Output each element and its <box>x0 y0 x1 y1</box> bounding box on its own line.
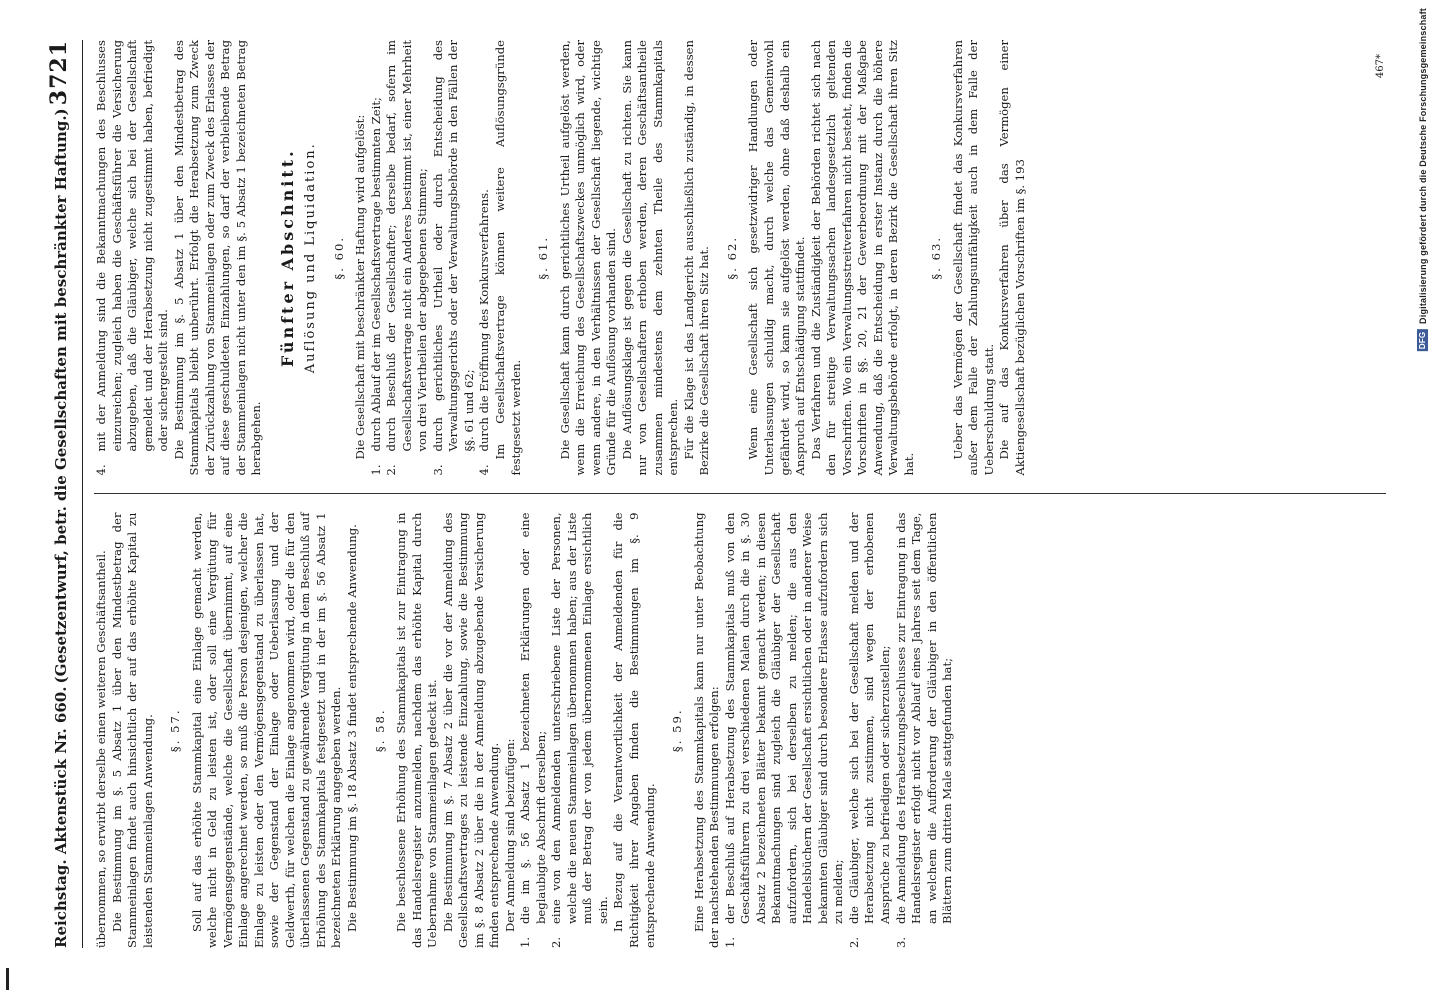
list-text: die Anmeldung des Herabsetzungsbeschlusses zur Eintragung in das Handelsregister erfolgt nicht vor Ablauf eines Jahres seit dem Tage, an welchem die Aufforderung der Gläubiger in den öffentlichen Blättern zum dritten Male stattgefunden hat; <box>893 512 955 924</box>
right-column <box>94 40 1386 495</box>
page-content <box>46 40 1386 948</box>
paragraph: Die Bestimmung im §. 7 Absatz 2 über die vor der Anmeldung des Gesellschaftsvertrages zu leistende Einzahlung, sowie die Bestimmung im §. 8 Absatz 2 über die in der Anmeldung abzugebende Versicherung finden entsprechende Anwendung. <box>440 512 502 948</box>
paragraph: Die Bestimmung im §. 5 Absatz 1 über den Mindestbetrag des Stammkapitals bleibt unberührt. Erfolgt die Herabsetzung zum Zweck der Zurückzahlung von Stammeinlagen oder zum Zweck des Erlasses der auf diese geschuldeten Einzahlungen, so darf der verbleibende Betrag der Stammeinlagen nicht unter den im §. 5 Absatz 1 bezeichneten Betrag herabgehen. <box>171 40 264 476</box>
section-number: §. 60. <box>331 235 346 280</box>
header-subtitle: (Gesetzentwurf, betr. die Gesellschaften mit beschränkter Haftung.) <box>52 108 70 684</box>
digitization-note <box>1417 8 1428 351</box>
paragraph: Die Gesellschaft kann durch gerichtliches Urtheil aufgelöst werden, wenn die Erreichung des Gesellschaftszweckes unmöglich wird, oder wenn andere, in den Verhältnissen der Gesellschaft liegende, wichtige Gründe für die Auflösung vorhanden sind. <box>557 40 619 476</box>
paragraph: Der Anmeldung sind beizufügen: <box>502 738 517 932</box>
paragraph: Die Bestimmung im §. 18 Absatz 3 findet entsprechende Anwendung. <box>344 524 359 932</box>
list-number: 2. <box>549 936 564 948</box>
running-head <box>46 40 83 948</box>
header-title: Reichstag. Aktenstück Nr. 660. <box>52 686 70 948</box>
paragraph: Die Auflösungsklage ist gegen die Gesellschaft zu richten. Sie kann nur von Gesellschaftern erhoben werden, deren Geschäftsantheile zusammen mindestens dem zehnten Theile des Stammkapitals entsprechen. <box>619 40 681 476</box>
paragraph: Das Verfahren und die Zuständigkeit der Behörden richtet sich nach den für streitige Verwaltungssachen landesgesetzlich geltenden Vorschriften. Wo ein Verwaltungsstreitverfahren nicht besteht, finden die Vorschriften in §§. 20, 21 der Gewerbeordnung mit der Maßgabe Anwendung, daß die Entscheidung in erster Instanz durch die höhere Verwaltungsbehörde erfolgt, in deren Bezirk die Gesellschaft ihren Sitz hat. <box>808 40 916 476</box>
list-item <box>431 40 478 476</box>
list-text: mit der Anmeldung sind die Bekanntmachungen des Beschlusses einzureichen; zugleich haben die Geschäftsführer die Versicherung abzugeben, daß die Gläubiger, welche sich bei der Gesellschaft gemeldet und der Herabsetzung nicht zugestimmt haben, befriedigt oder sichergestellt sind. <box>94 40 171 452</box>
sheet-mark: 467* <box>1375 54 1386 79</box>
paragraph: Für die Klage ist das Landgericht ausschließlich zuständig, in dessen Bezirke die Gesellschaft ihren Sitz hat. <box>681 40 712 476</box>
paragraph: Ueber das Vermögen der Gesellschaft findet das Konkursverfahren außer dem Falle der Zahlungsunfähigkeit auch in dem Falle der Ueberschuldung statt. <box>950 40 996 476</box>
section-number: §. 57. <box>168 708 183 753</box>
list-number: 1. <box>368 464 383 476</box>
list-item <box>518 513 549 949</box>
list-text: durch Beschluß der Gesellschafter; derselbe bedarf, sofern im Gesellschaftsvertrage nicht ein Anderes bestimmt ist, einer Mehrheit von drei Viertheilen der abgegebenen Stimmen; <box>384 40 430 452</box>
list-text: der Beschluß auf Herabsetzung des Stammkapitals muß von den Geschäftsführern zu drei verschiedenen Malen durch die in §. 30 Absatz 2 bezeichneten Blätter bekannt gemacht werden; in diesen Bekanntmachungen sind zugleich die Gläubiger der Gesellschaft aufzufordern, sich bei derselben zu melden; die aus den Handelsbüchern der Gesellschaft ersichtlichen oder in anderer Weise bekannten Gläubiger sind durch besondere Erlasse aufzufordern sich zu melden; <box>722 512 846 924</box>
section-number: §. 63. <box>929 235 944 280</box>
paragraph: Im Gesellschaftsvertrage können weitere Auflösungsgründe festgesetzt werden. <box>493 40 523 476</box>
list-item <box>477 40 493 476</box>
list-text: die Gläubiger, welche sich bei der Gesellschaft melden und der Herabsetzung nicht zustimmen, sind wegen der erhobenen Ansprüche zu befriedigen oder sicherzustellen; <box>846 512 892 924</box>
paragraph: Die Bestimmung im §. 5 Absatz 1 über den Mindestbetrag der Stammeinlagen findet auch hinsichtlich der auf das erhöhte Kapital zu leistenden Stammeinlagen Anwendung. <box>109 512 155 948</box>
list-text: durch gerichtliches Urtheil oder durch Entscheidung des Verwaltungsgerichts oder der Verwaltungsbehörde in den Fällen der §§. 61 und 62; <box>430 40 476 452</box>
list-item <box>94 40 172 476</box>
chapter-subtitle: Auflösung und Liquidation. <box>303 142 319 374</box>
paragraph: Die beschlossene Erhöhung des Stammkapitals ist zur Eintragung in das Handelsregister anzumelden, nachdem das erhöhte Kapital durch Uebernahme von Stammeinlagen gedeckt ist. <box>394 512 440 948</box>
paragraph: Die auf das Konkursverfahren über das Vermögen einer Aktiengesellschaft bezüglichen Vorschriften im §. 193 <box>997 40 1027 476</box>
list-number: 3. <box>430 464 445 476</box>
list-item <box>369 40 385 476</box>
list-item <box>894 513 956 949</box>
list-number: 1. <box>722 936 737 948</box>
section-number: §. 59. <box>670 708 685 753</box>
text-columns <box>94 40 1386 948</box>
list-item <box>384 40 431 476</box>
list-text: die im §. 56 Absatz 1 bezeichneten Erklärungen oder eine beglaubigte Abschrift derselben; <box>518 512 548 924</box>
paragraph: In Bezug auf die Verantwortlichkeit der Anmeldenden für die Richtigkeit ihrer Angaben finden die Bestimmungen im §. 9 entsprechende Anwendung. <box>611 512 657 948</box>
list-number: 1. <box>518 936 533 948</box>
page-number: 3721 <box>46 40 72 106</box>
chapter-title: Fünfter Abschnitt. <box>277 148 297 368</box>
section-number: §. 58. <box>372 708 387 753</box>
list-item <box>847 513 894 949</box>
list-item <box>723 513 847 949</box>
scan-edge-mark <box>6 968 9 990</box>
list-number: 3. <box>893 936 908 948</box>
paragraph: Soll auf das erhöhte Stammkapital eine Einlage gemacht werden, welche nicht in Geld zu leisten ist, oder soll eine Vergütung für Vermögensgegenstände, welche die Gesellschaft übernimmt, auf eine Einlage angerechnet werden, so muß die Person desjenigen, welcher die Einlage zu leisten oder den Vermögensgegenstand zu überlassen hat, sowie der Gegenstand der Einlage oder Ueberlassung und der Geldwerth, für welchen die Einlage angenommen wird, oder die für den überlassenen Gegenstand zu gewährende Vergütung in dem Beschluß auf Erhöhung des Stammkapitals festgesetzt und in der im §. 56 Absatz 1 bezeichneten Erklärung angegeben werden. <box>189 512 344 948</box>
section-number: §. 61. <box>536 235 551 280</box>
left-column <box>94 495 1386 949</box>
section-number: §. 62. <box>724 235 739 280</box>
paragraph: übernommen, so erwirbt derselbe einen weiteren Geschäftsantheil. <box>94 550 108 948</box>
digitization-text: Digitalisierung gefördert durch die Deutsche Forschungsgemeinschaft <box>1418 8 1428 324</box>
list-number: 2. <box>846 936 861 948</box>
paragraph: Wenn eine Gesellschaft sich gesetzwidriger Handlungen oder Unterlassungen schuldig macht, durch welche das Gemeinwohl gefährdet wird, so kann sie aufgelöst werden, ohne daß deshalb ein Anspruch auf Entschädigung stattfindet. <box>746 40 808 476</box>
dfg-logo: DFG <box>1418 331 1427 350</box>
list-text: durch Ablauf der im Gesellschaftsvertrage bestimmten Zeit; <box>368 97 383 452</box>
list-text: durch die Eröffnung des Konkursverfahrens. <box>477 189 492 452</box>
paragraph: Eine Herabsetzung des Stammkapitals kann nur unter Beobachtung der nachstehenden Bestimmungen erfolgen: <box>691 512 722 948</box>
list-number: 4. <box>477 464 492 476</box>
list-number: 2. <box>384 464 399 476</box>
paragraph: Die Gesellschaft mit beschränkter Haftung wird aufgelöst: <box>353 114 368 460</box>
list-item <box>549 513 611 949</box>
list-text: eine von den Anmeldenden unterschriebene Liste der Personen, welche die neuen Stammeinlagen übernommen haben; aus der Liste muß der Betrag der von jedem übernommenen Einlage ersichtlich sein. <box>549 512 610 924</box>
list-number: 4. <box>94 464 108 476</box>
